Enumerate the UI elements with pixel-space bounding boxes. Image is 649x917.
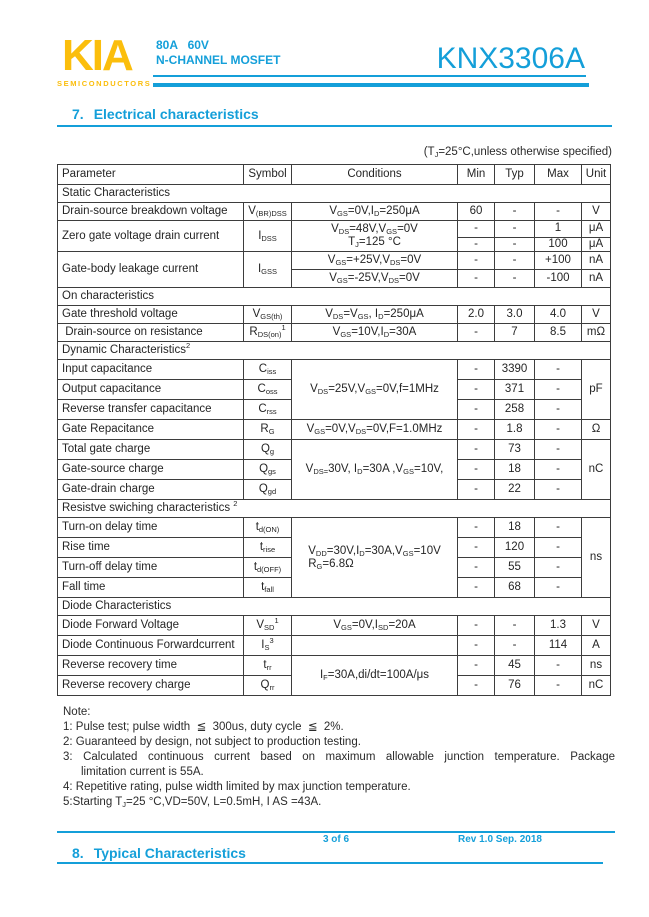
section-header-cell: Dynamic Characteristics$^2$: [58, 342, 611, 360]
table-cell: -100: [535, 270, 582, 288]
section-header-cell: Diode Characteristics: [58, 598, 611, 616]
table-cell: Total gate charge: [58, 440, 244, 460]
table-cell: -: [458, 480, 495, 500]
table-cell: $t_{rise}$: [244, 538, 292, 558]
section-row: [58, 288, 611, 306]
table-cell: $t_{rr}$: [244, 656, 292, 676]
column-header-cell: Parameter: [58, 165, 244, 185]
table-cell: $V_{GS}=0V,I_D=250\mu A$: [292, 203, 458, 221]
table-cell: 100: [535, 238, 582, 252]
spec-row: [58, 440, 611, 460]
table-cell: Gate-source charge: [58, 460, 244, 480]
table-cell: Zero gate voltage drain current: [58, 221, 244, 252]
table-cell: $Q_{rr}$: [244, 676, 292, 696]
table-cell: -: [535, 420, 582, 440]
table-cell: Input capacitance: [58, 360, 244, 380]
table-cell: 76: [495, 676, 535, 696]
table-cell: +100: [535, 252, 582, 270]
brand-tagline: SEMICONDUCTORS: [57, 79, 152, 88]
table-cell: -: [535, 380, 582, 400]
table-cell: $I_{GSS}$: [244, 252, 292, 288]
table-cell: -: [495, 636, 535, 656]
section-header-cell: Static Characteristics: [58, 185, 611, 203]
table-cell: $Q_g$: [244, 440, 292, 460]
revision-label: Rev 1.0 Sep. 2018: [458, 834, 542, 845]
table-cell: $t_{d(ON)}$: [244, 518, 292, 538]
header-rule-thick: [153, 83, 589, 87]
table-cell: -: [535, 558, 582, 578]
table-cell: $V_{DS}=25V,V_{GS}=0V,f=1MHz$: [292, 360, 458, 420]
table-cell: -: [535, 578, 582, 598]
table-cell: -: [535, 440, 582, 460]
table-cell: Rise time: [58, 538, 244, 558]
section-7-heading: [72, 106, 259, 122]
table-cell: -: [458, 238, 495, 252]
table-cell: 258: [495, 400, 535, 420]
table-cell: Gate-body leakage current: [58, 252, 244, 288]
table-cell: -: [495, 616, 535, 636]
column-header-cell: Min: [458, 165, 495, 185]
table-cell: 120: [495, 538, 535, 558]
table-cell: $t_{d(OFF)}$: [244, 558, 292, 578]
table-cell: 60: [458, 203, 495, 221]
table-cell: -: [458, 440, 495, 460]
table-cell: Ω: [582, 420, 611, 440]
spec-row: [58, 306, 611, 324]
note-line: 5:Starting $T_J=25$ °C,VD=50V, L=0.5mH, I AS =43A.: [63, 796, 322, 809]
table-cell: 45: [495, 656, 535, 676]
table-cell: 7: [495, 324, 535, 342]
table-cell: -: [495, 221, 535, 238]
table-cell: -: [458, 578, 495, 598]
table-cell: 371: [495, 380, 535, 400]
section-8-number: 8.: [72, 845, 84, 861]
table-cell: -: [458, 360, 495, 380]
table-cell: Diode Forward Voltage: [58, 616, 244, 636]
table-cell: 114: [535, 636, 582, 656]
section-header-cell: Resistve swiching characteristics $^2$: [58, 500, 611, 518]
table-condition-note: ($T_J=25^\circ C,unless$ otherwise specified): [423, 146, 612, 159]
table-cell: $t_{fall}$: [244, 578, 292, 598]
table-cell: Turn-on delay time: [58, 518, 244, 538]
table-cell: -: [495, 252, 535, 270]
table-cell: nA: [582, 252, 611, 270]
page-number: 3 of 6: [322, 834, 350, 845]
table-cell: -: [458, 420, 495, 440]
table-cell: $C_{oss}$: [244, 380, 292, 400]
table-cell: μA: [582, 221, 611, 238]
table-cell: pF: [582, 360, 611, 420]
section-row: [58, 598, 611, 616]
table-cell: ns: [582, 656, 611, 676]
note-line: Note:: [63, 706, 91, 718]
part-number: KNX3306A: [436, 42, 585, 75]
table-cell: -: [535, 538, 582, 558]
table-cell: -: [535, 400, 582, 420]
table-cell: $V_{DS=}30V$, $I_D=30A$ $,V_{GS}=10V$,: [292, 440, 458, 500]
table-cell: -: [535, 480, 582, 500]
section-row: [58, 185, 611, 203]
table-cell: $C_{rss}$: [244, 400, 292, 420]
table-cell: $V_{DS}=48V,V_{GS}=0V$ $T_J=125$ °C: [292, 221, 458, 252]
section-8-heading: [72, 845, 246, 861]
column-header-cell: Unit: [582, 165, 611, 185]
table-cell: -: [535, 460, 582, 480]
table-cell: 68: [495, 578, 535, 598]
table-cell: Output capacitance: [58, 380, 244, 400]
table-cell: $V_{GS}=0V,I_{SD}=20A$: [292, 616, 458, 636]
table-cell: 18: [495, 460, 535, 480]
table-cell: V: [582, 306, 611, 324]
table-cell: $R_{DS(on)}^1$: [244, 324, 292, 342]
table-cell: 3390: [495, 360, 535, 380]
table-cell: -: [535, 676, 582, 696]
table-cell: nA: [582, 270, 611, 288]
table-cell: 1.8: [495, 420, 535, 440]
table-cell: -: [495, 238, 535, 252]
section-row: [58, 342, 611, 360]
device-rating: [156, 38, 280, 68]
spec-row: [58, 203, 611, 221]
note-line: 1: Pulse test; pulse width ≦ 300us, duty cycle ≦ 2%.: [63, 721, 344, 733]
table-cell: μA: [582, 238, 611, 252]
spec-row: [58, 518, 611, 538]
table-cell: $V_{GS}=10V,I_D=30A$: [292, 324, 458, 342]
table-cell: -: [458, 656, 495, 676]
note-line: 3: Calculated continuous current based on maximum allowable junction temperature. Package: [63, 751, 615, 763]
spec-row: [58, 221, 611, 238]
table-cell: -: [458, 676, 495, 696]
table-cell: Drain-source on resistance: [58, 324, 244, 342]
column-header-cell: Typ: [495, 165, 535, 185]
table-cell: 4.0: [535, 306, 582, 324]
column-header-cell: Max: [535, 165, 582, 185]
table-cell: 18: [495, 518, 535, 538]
table-cell: $C_{iss}$: [244, 360, 292, 380]
column-header-cell: Conditions: [292, 165, 458, 185]
section-7-underline: [57, 125, 612, 127]
table-cell: -: [458, 380, 495, 400]
table-cell: $V_{(BR)DSS}$: [244, 203, 292, 221]
table-cell: $Q_{gs}$: [244, 460, 292, 480]
table-cell: Reverse recovery charge: [58, 676, 244, 696]
spec-row: [58, 616, 611, 636]
notes-block: [63, 705, 615, 810]
spec-row: [58, 252, 611, 270]
table-cell: nC: [582, 676, 611, 696]
table-cell: $V_{SD}^1$: [244, 616, 292, 636]
table-cell: -: [458, 616, 495, 636]
table-cell: $I_F=30A,di/dt=100A/\mu s$: [292, 656, 458, 696]
table-cell: -: [458, 460, 495, 480]
table-cell: [292, 636, 458, 656]
table-cell: -: [535, 518, 582, 538]
section-8-underline: [57, 862, 603, 864]
table-cell: 55: [495, 558, 535, 578]
device-rating-line: 80A 60V: [156, 38, 209, 52]
header-rule-thin: [153, 75, 586, 77]
footer-rule: [57, 831, 615, 833]
electrical-characteristics-table: [57, 164, 611, 696]
table-cell: $V_{DS}=V_{GS}$, $I_D=250\mu A$: [292, 306, 458, 324]
table-cell: -: [458, 558, 495, 578]
table-cell: -: [495, 203, 535, 221]
table-cell: $I_{DSS}$: [244, 221, 292, 252]
section-row: [58, 500, 611, 518]
table-cell: nC: [582, 440, 611, 500]
table-cell: $Q_{gd}$: [244, 480, 292, 500]
table-cell: Fall time: [58, 578, 244, 598]
table-cell: $I_S^3$: [244, 636, 292, 656]
table-cell: Drain-source breakdown voltage: [58, 203, 244, 221]
table-cell: Reverse transfer capacitance: [58, 400, 244, 420]
table-cell: $V_{GS(th)}$: [244, 306, 292, 324]
table-header-row: [58, 165, 611, 185]
kia-logo: KIA: [62, 31, 132, 80]
section-7-title: Electrical characteristics: [93, 106, 259, 122]
section-7-number: 7.: [72, 106, 84, 122]
table-cell: Diode Continuous Forwardcurrent: [58, 636, 244, 656]
spec-row: [58, 636, 611, 656]
device-type: N-CHANNEL MOSFET: [156, 53, 281, 67]
table-cell: -: [458, 538, 495, 558]
table-cell: V: [582, 616, 611, 636]
table-cell: 2.0: [458, 306, 495, 324]
table-cell: V: [582, 203, 611, 221]
spec-row: [58, 324, 611, 342]
table-cell: 3.0: [495, 306, 535, 324]
table-cell: Gate Repacitance: [58, 420, 244, 440]
table-cell: Turn-off delay time: [58, 558, 244, 578]
table-cell: 1.3: [535, 616, 582, 636]
section-8-title: Typical Characteristics: [93, 845, 246, 861]
note-line: limitation current is 55A.: [81, 766, 204, 778]
table-cell: -: [458, 252, 495, 270]
table-cell: $V_{GS}=+25V,V_{DS}=0V$: [292, 252, 458, 270]
table-cell: $V_{GS}=-25V,V_{DS}=0V$: [292, 270, 458, 288]
column-header-cell: Symbol: [244, 165, 292, 185]
table-cell: -: [458, 270, 495, 288]
table-cell: -: [458, 221, 495, 238]
table-cell: ns: [582, 518, 611, 598]
table-cell: mΩ: [582, 324, 611, 342]
table-cell: 22: [495, 480, 535, 500]
table-cell: Gate threshold voltage: [58, 306, 244, 324]
table-cell: $V_{GS}=0V,V_{DS}=0V,F=1.0MHz$: [292, 420, 458, 440]
note-line: 2: Guaranteed by design, not subject to production testing.: [63, 736, 361, 748]
table-cell: 1: [535, 221, 582, 238]
table-cell: -: [458, 400, 495, 420]
table-cell: A: [582, 636, 611, 656]
table-cell: -: [458, 518, 495, 538]
spec-row: [58, 420, 611, 440]
table-cell: -: [458, 636, 495, 656]
table-cell: Gate-drain charge: [58, 480, 244, 500]
spec-row: [58, 656, 611, 676]
table-cell: -: [535, 203, 582, 221]
table-cell: -: [535, 656, 582, 676]
table-cell: 8.5: [535, 324, 582, 342]
table-cell: -: [495, 270, 535, 288]
spec-row: [58, 360, 611, 380]
table-cell: -: [458, 324, 495, 342]
table-cell: $R_G$: [244, 420, 292, 440]
table-cell: 73: [495, 440, 535, 460]
table-cell: $V_{DD}=30V,I_D=30A,V_{GS}=10V$ $R_G=6.8\Omega$: [292, 518, 458, 598]
table-cell: Reverse recovery time: [58, 656, 244, 676]
table-cell: -: [535, 360, 582, 380]
section-header-cell: On characteristics: [58, 288, 611, 306]
note-line: 4: Repetitive rating, pulse width limited by max junction temperature.: [63, 781, 411, 793]
